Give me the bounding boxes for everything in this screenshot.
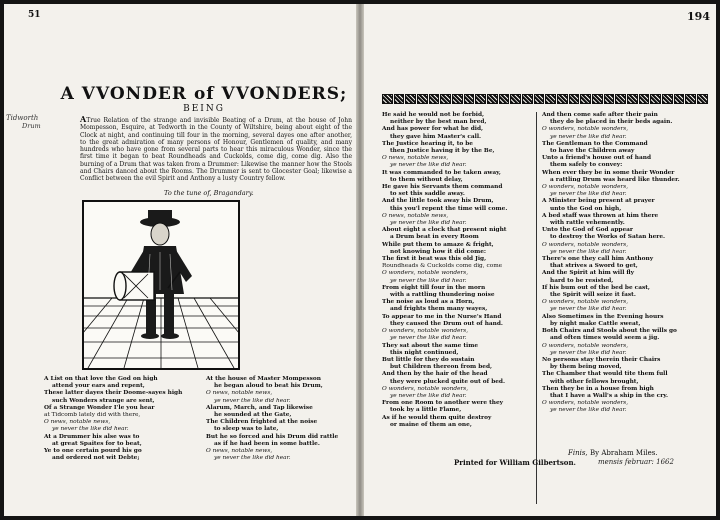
stanza xyxy=(206,376,348,405)
refrain-line: ye never the like did hear. xyxy=(390,220,467,227)
verse-line: that strives a Sword to get, xyxy=(550,263,638,270)
verse-line: they were plucked quite out of bed. xyxy=(390,378,506,385)
verse-line: A Minister being present at prayer xyxy=(542,198,655,205)
verse-line: About eight a clock that present night xyxy=(382,227,507,234)
verse-line: and ordered not wit Debte; xyxy=(52,455,140,462)
stanza xyxy=(542,314,702,357)
verse-line: Both Chairs and Stools about the wills go xyxy=(542,328,677,335)
verse-line: hard to be resisted, xyxy=(550,277,614,284)
verse-line: Then they be in a house from high xyxy=(542,385,654,392)
refrain-line: ye never the like did hear. xyxy=(214,397,291,404)
verse-line: Roundheads & Cuckolds come dig, come xyxy=(382,263,503,270)
verse-line: And then come safe after their pain xyxy=(542,112,658,118)
verse-line: with rattle vehemently. xyxy=(550,220,625,227)
refrain-line: ye never the like did hear. xyxy=(390,335,467,342)
verse-line: To appear to me in the Nurse's Hand xyxy=(382,313,502,320)
verse-line: From one Room to another were they xyxy=(382,400,504,407)
verse-line: If his bum out of the bed be cast, xyxy=(542,284,650,291)
refrain-line: ye never the like did hear. xyxy=(390,392,467,399)
verse-line: He said he would not be forbid, xyxy=(382,112,485,118)
refrain-line: ye never the like did hear. xyxy=(550,133,627,140)
stanza xyxy=(382,285,532,343)
verse-line: and frights them many wayes, xyxy=(390,306,488,313)
refrain-line: O wonders, notable wonders, xyxy=(542,241,629,248)
verse-line: then Justice having it by the Be, xyxy=(390,148,495,155)
verse-line: When ever they be in some their Wonder xyxy=(542,169,675,176)
stanza xyxy=(382,343,532,401)
verse-line: Also Sometimes in the Evening hours xyxy=(542,313,664,320)
verse-line: with a rattling thundering noise xyxy=(390,292,495,299)
verse-line: he began aloud to beat his Drum, xyxy=(214,383,323,390)
stanza xyxy=(44,376,186,434)
stanza xyxy=(382,400,532,429)
stanza xyxy=(382,170,532,228)
verse-line: Alarum, March, and Tap likewise xyxy=(206,404,313,411)
refrain-line: O news, notable news, xyxy=(382,212,449,219)
verse-line: with other fellows brought, xyxy=(550,378,639,385)
verse-line: the Spirit will seize it fast. xyxy=(550,292,636,299)
refrain-line: ye never the like did hear. xyxy=(52,426,129,433)
refrain-line: O wonders, notable wonders, xyxy=(542,342,629,349)
stanza xyxy=(542,198,702,256)
handwritten-date: mensis februar: 1662 xyxy=(598,458,674,466)
verse-line: to destroy the Works of Satan here. xyxy=(550,234,666,241)
margin-annotation-2: Drum xyxy=(22,122,41,130)
verse-line: to them without delay, xyxy=(390,176,463,183)
verse-line: At a Drummer his alse was to xyxy=(44,433,140,440)
author-credit: By Abraham Miles. xyxy=(590,449,658,457)
refrain-line: O wonders, notable wonders, xyxy=(542,400,629,407)
verse-line: Ye to one certain pourd his go xyxy=(44,448,142,455)
verse-line: at Tidcomb lately did with there, xyxy=(44,412,141,419)
right-verse-column-2 xyxy=(542,112,702,415)
refrain-line: ye never the like did hear. xyxy=(550,248,627,255)
verse-line: These latter dayes their Doome-sayes high xyxy=(44,390,183,397)
broadside-title: A VVONDER of VVONDERS; xyxy=(60,84,348,104)
verse-line: at great Spaites for to beat, xyxy=(52,440,142,447)
verse-line: a Drum beat in every Room xyxy=(390,234,479,241)
refrain-line: O news, notable news, xyxy=(382,155,449,162)
refrain-line: ye never the like did hear. xyxy=(550,407,627,414)
verse-line: took by a little Flame, xyxy=(390,407,462,414)
verse-line: such Wonders strange are sent, xyxy=(52,397,155,404)
column-rule xyxy=(536,112,537,504)
folio-right: 194 xyxy=(687,10,710,23)
refrain-line: ye never the like did hear. xyxy=(550,306,627,313)
verse-line: them safely to convey: xyxy=(550,162,623,169)
stanza xyxy=(542,112,702,141)
verse-line: He gave his Servants them command xyxy=(382,184,503,191)
verse-line: this night continued, xyxy=(390,349,459,356)
ornamental-border xyxy=(382,94,708,104)
left-page xyxy=(4,4,356,516)
stanza xyxy=(206,405,348,463)
verse-line: The Chamber that would tite them full xyxy=(542,371,668,378)
stanza xyxy=(542,357,702,415)
verse-line: to set this saddle away. xyxy=(390,191,465,198)
stanza xyxy=(542,141,702,199)
verse-line: or maine of them an one, xyxy=(390,421,472,428)
stanza xyxy=(44,434,186,463)
left-verse-column-2 xyxy=(206,376,348,462)
refrain-line: ye never the like did hear. xyxy=(550,191,627,198)
refrain-line: O wonders, notable wonders, xyxy=(382,328,469,335)
verse-line: unto the God on high, xyxy=(550,205,622,212)
verse-line: he sounded at the Gate, xyxy=(214,412,292,419)
verse-line: they do be placed in their beds again. xyxy=(550,119,673,126)
verse-line: But little for they do sustain xyxy=(382,356,475,363)
stanza xyxy=(542,256,702,314)
verse-line: No persons stay therein their Chairs xyxy=(542,356,661,363)
verse-line: to sleep was to late, xyxy=(214,426,279,433)
subtitle-being: BEING xyxy=(183,104,225,114)
verse-line: they caused the Drum out of hand. xyxy=(390,320,503,327)
verse-line: by night make Cattle sweat, xyxy=(550,320,641,327)
verse-line: this you'l repent the time will come. xyxy=(390,205,508,212)
verse-line: not knowing how it did come: xyxy=(390,248,487,255)
refrain-line: ye never the like did hear. xyxy=(214,455,291,462)
finis-mark: Finis, xyxy=(568,449,588,457)
verse-line: they gave him Master's call. xyxy=(390,133,482,140)
printer-imprint: Printed for William Gilbertson. xyxy=(454,458,576,467)
verse-line: and often times would seem a jig. xyxy=(550,335,660,342)
refrain-line: ye never the like did hear. xyxy=(390,277,467,284)
verse-line: Unto a friend's house out of hand xyxy=(542,155,652,162)
verse-line: The Justice hearing it, to be xyxy=(382,140,473,147)
verse-line: The Children frighted at the noise xyxy=(206,419,318,426)
verse-line: There's one they call him Anthony xyxy=(542,256,654,263)
verse-line: Unto the God of God appear xyxy=(542,227,633,234)
book-gutter xyxy=(356,4,364,516)
verse-line: They sat about the same time xyxy=(382,342,479,349)
verse-line: but Children thereon from bed, xyxy=(390,364,493,371)
right-page xyxy=(364,4,716,516)
refrain-line: O wonders, notable wonders, xyxy=(542,184,629,191)
verse-line: neither by the best man bred, xyxy=(390,119,487,126)
margin-annotation: Tidworth xyxy=(6,114,39,122)
refrain-line: O news, notable news, xyxy=(206,390,273,397)
verse-line: that I have a Wall's a ship in the cry. xyxy=(550,392,668,399)
verse-line: While put them to amaze & fright, xyxy=(382,241,494,248)
verse-line: a rattling Drum was heard like thunder. xyxy=(550,176,680,183)
refrain-line: O news, notable news, xyxy=(206,448,273,455)
verse-line: From eight till four in the morn xyxy=(382,284,486,291)
folio-left: 51 xyxy=(28,10,41,20)
verse-line: The Gentleman to the Command xyxy=(542,140,648,147)
intro-text: True Relation of the strange and invisible Beating of a Drum, at the house of John Mompesson, Esquire, at Tedworth in the County of Wiltshire, being about eight of the Clock at night, and continuing till four in the morning, several dayes one after another, to the great admiration of many persons of Honour, Gentlemen of quality, and many hundreds who have gone from several parts to hear this miraculous Wonder, since the first time it began to beat Roundheads and Cuckolds, come dig, come dig. Also the burning of a Drum that was taken from a Drummer: Likewise the manner how the Stools and Chairs danced about the Rooms. The Drummer is sent to Glocester Goal; likewise a Conflict between the evil Spirit and Anthony a lusty Country fellow. xyxy=(80,117,352,183)
verse-line: And the Spirit at him will fly xyxy=(542,270,634,277)
refrain-line: ye never the like did hear. xyxy=(550,349,627,356)
refrain-line: O wonders, notable wonders, xyxy=(382,385,469,392)
verse-line: by them being moved, xyxy=(550,364,622,371)
verse-line: As if he would them quite destroy xyxy=(382,414,492,421)
verse-line: The noise as loud as a Horn, xyxy=(382,299,475,306)
verse-line: A List on that love the God on high xyxy=(44,376,158,382)
verse-line: to have the Children away xyxy=(550,148,635,155)
verse-line: And then by the hair of the head xyxy=(382,371,488,378)
tune-line: To the tune of, Bragandary. xyxy=(164,189,254,197)
refrain-line: O wonders, notable wonders, xyxy=(542,299,629,306)
verse-line: Of a Strange Wonder I'le you hear xyxy=(44,404,155,411)
verse-line: attend your ears and repent, xyxy=(52,383,145,390)
refrain-line: O wonders, notable wonders, xyxy=(542,126,629,133)
verse-line: And the little took away his Drum, xyxy=(382,198,494,205)
refrain-line: ye never the like did hear. xyxy=(390,162,467,169)
woodcut-drummer-illustration xyxy=(82,200,240,370)
stanza xyxy=(382,227,532,285)
intro-dropcap: A xyxy=(80,114,87,124)
left-verse-column-1 xyxy=(44,376,186,462)
right-verse-column-1 xyxy=(382,112,532,429)
verse-line: But he so forced and his Drum did rattle xyxy=(206,433,339,440)
verse-line: as if he had been in some battle. xyxy=(214,440,320,447)
verse-line: The first it beat was this old Jig, xyxy=(382,256,487,263)
verse-line: And has power for what he did, xyxy=(382,126,484,133)
verse-line: A bed staff was thrown at him there xyxy=(542,212,659,219)
verse-line: It was commanded to be taken away, xyxy=(382,169,501,176)
refrain-line: O wonders, notable wonders, xyxy=(382,270,469,277)
intro-paragraph xyxy=(80,116,352,183)
stanza xyxy=(382,112,532,170)
verse-line: At the house of Master Mompesson xyxy=(206,376,321,382)
document-scan xyxy=(4,4,716,516)
refrain-line: O news, notable news, xyxy=(44,419,111,426)
